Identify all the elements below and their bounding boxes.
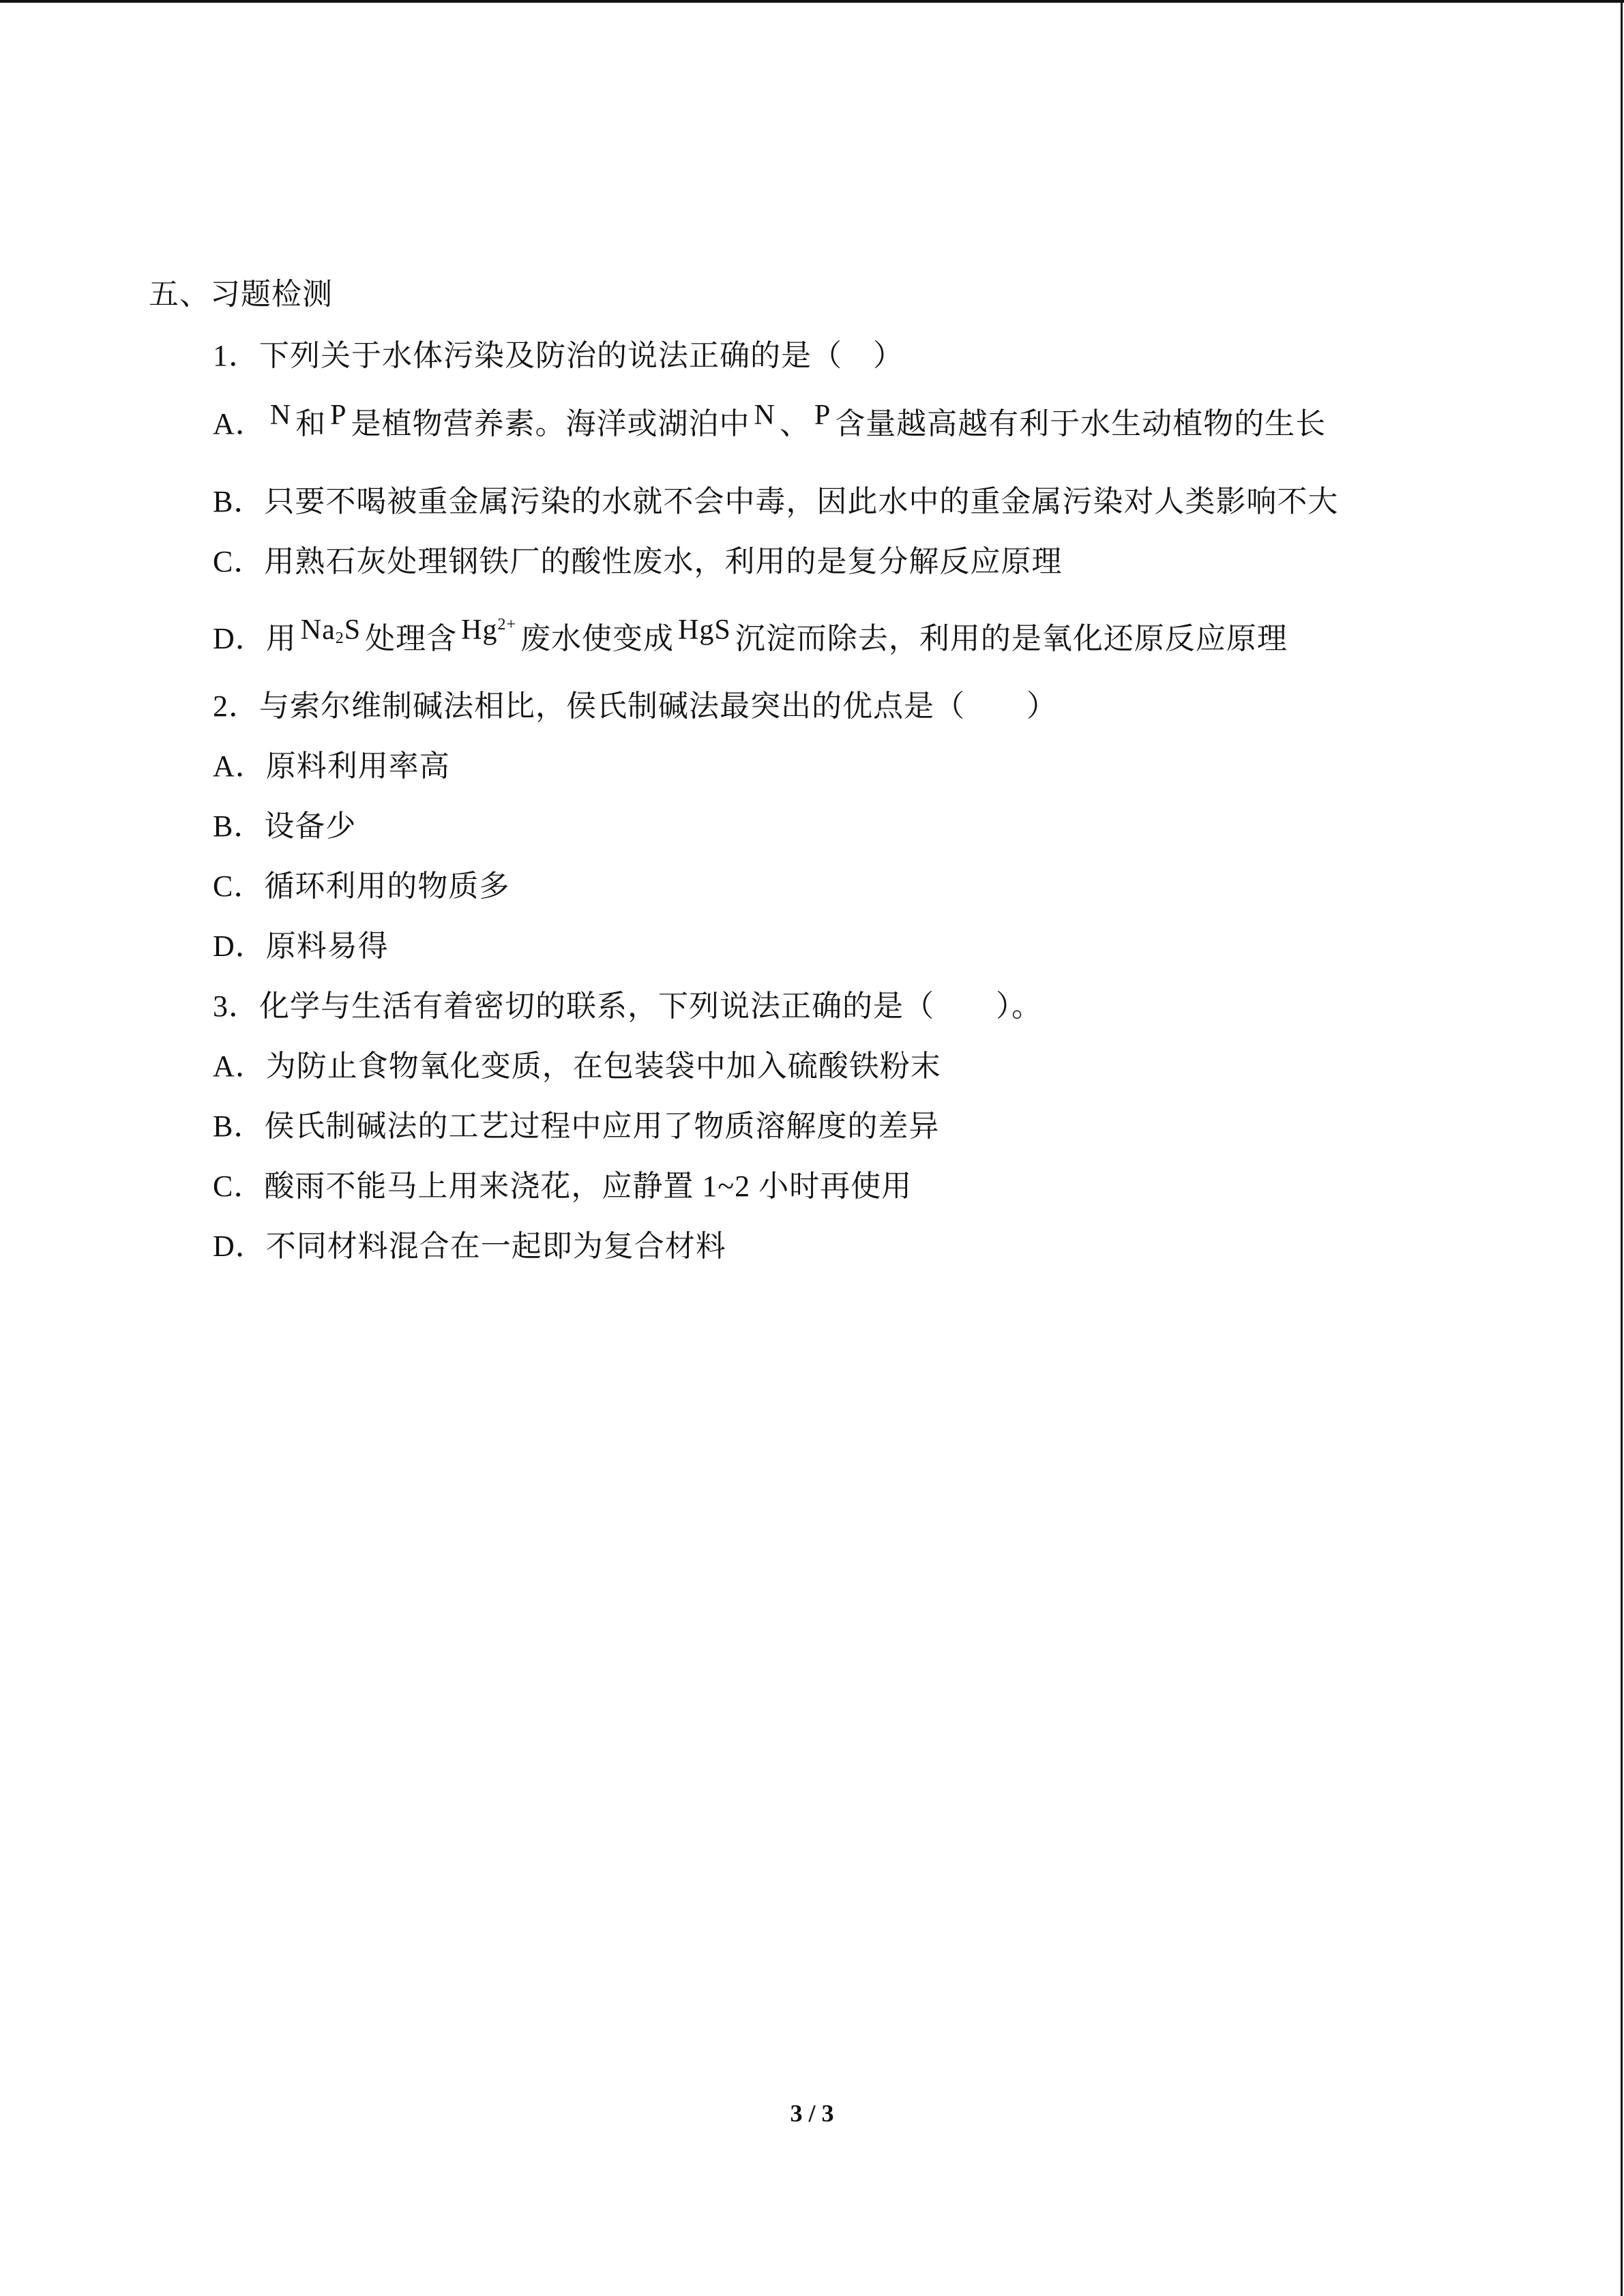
chem-formula-hgs: HgS [678,614,731,646]
option-text: 、 [779,407,810,441]
option-label: B． [213,1109,265,1143]
section-title: 五、习题检测 [149,278,333,311]
option-text: 和 [295,407,327,441]
chem-formula-n: N [754,400,776,431]
option-label: C． [213,545,265,578]
chem-superscript: 2+ [497,616,517,633]
option-label: C． [213,869,265,903]
option-text: 处理含 [365,622,458,655]
option-label: D． [213,622,266,655]
chem-formula-p: P [330,400,347,431]
option-text: 酸雨不能马上用来浇花，应静置 1~2 小时再使用 [264,1169,913,1203]
chem-formula-n: N [269,400,292,431]
question-3-option-a [213,1047,941,1086]
chem-formula-p: P [814,400,831,431]
option-label: D． [213,929,266,963]
option-text: 是植物营养素。海洋或湖泊中 [351,407,750,441]
question-1-stem: 1．下列关于水体污染及防治的说法正确的是（ ） [213,339,904,372]
question-3-option-b [213,1107,939,1146]
chem-subscript: 2 [335,629,344,647]
option-text: 不同材料混合在一起即为复合材料 [265,1229,726,1263]
option-label: B． [213,809,265,843]
option-text: 沉淀而除去，利用的是氧化还原反应原理 [735,622,1288,655]
page-number: 3 / 3 [790,2100,834,2127]
chem-base: Hg [461,614,498,646]
question-2-stem: 2．与索尔维制碱法相比，侯氏制碱法最突出的优点是（ ） [213,689,1057,723]
question-1-option-c [213,543,1062,581]
option-label: B． [213,485,265,518]
option-text: 含量越高越有利于水生动植物的生长 [835,407,1327,441]
chem-formula-na2s [301,614,361,646]
option-text: 只要不喝被重金属污染的水就不会中毒，因此水中的重金属污染对人类影响不大 [264,485,1339,518]
question-3-stem: 3．化学与生活有着密切的联系，下列说法正确的是（ ）。 [213,989,1042,1023]
option-text: 废水使变成 [520,622,675,655]
question-3-option-d [213,1227,726,1266]
question-1-option-b [213,483,1338,521]
page-top-border [0,0,1624,3]
option-label: A． [213,1049,266,1083]
option-text: 为防止食物氧化变质，在包装袋中加入硫酸铁粉末 [265,1049,941,1083]
question-3-option-c [213,1167,912,1206]
option-label: D． [213,1229,266,1263]
chem-formula-hg2plus [461,614,516,646]
question-2-option-d [213,927,389,966]
option-text: 设备少 [264,809,357,843]
question-2-option-a [213,747,450,786]
question-1-option-a [213,400,1327,444]
option-label: C． [213,1169,265,1203]
option-text: 原料利用率高 [265,749,450,783]
question-2-option-c [213,867,510,906]
option-text: 用熟石灰处理钢铁厂的酸性废水，利用的是复分解反应原理 [264,545,1063,578]
question-2-option-b [213,807,356,846]
option-text: 侯氏制碱法的工艺过程中应用了物质溶解度的差异 [264,1109,940,1143]
option-text: 原料易得 [265,929,389,963]
chem-tail: S [344,614,361,646]
question-1-option-d [213,615,1288,667]
page-right-border [1621,0,1623,2296]
option-text: 用 [265,622,297,655]
option-text: 循环利用的物质多 [264,869,510,903]
option-label: A． [213,749,266,783]
option-label: A． [213,407,266,441]
chem-base: Na [300,614,336,646]
